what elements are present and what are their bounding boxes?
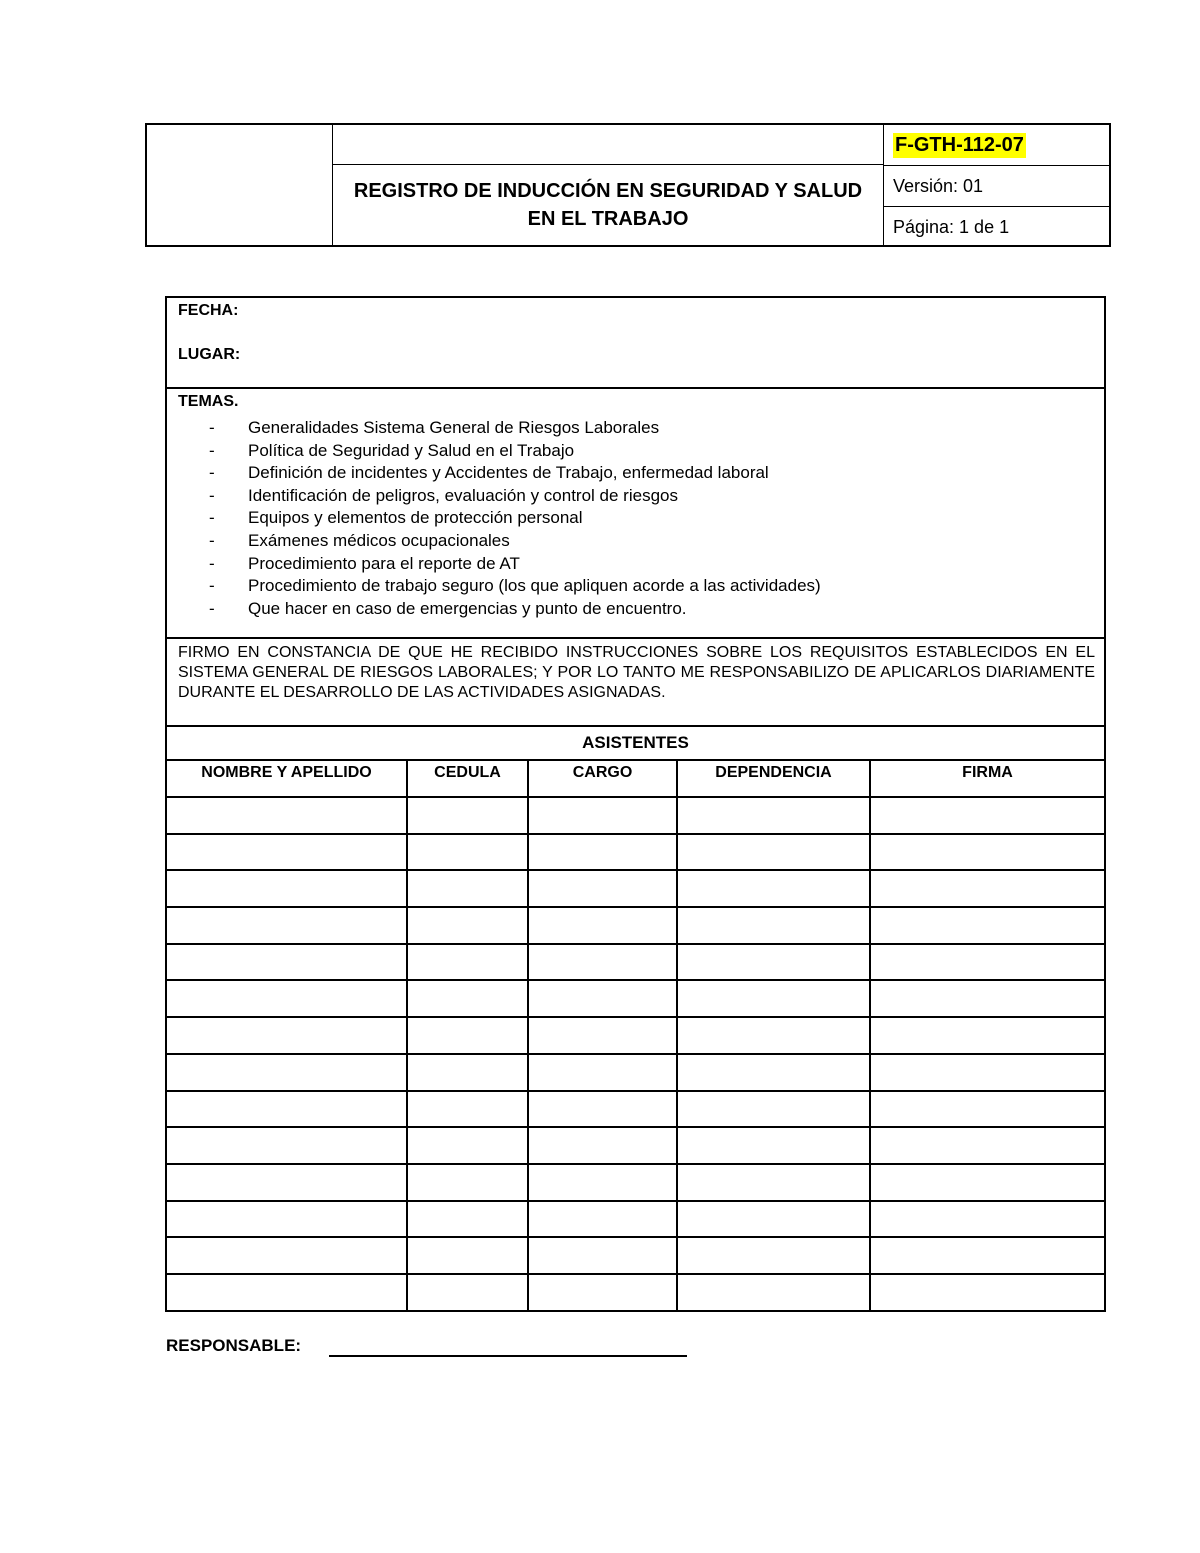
table-cell[interactable] — [167, 1274, 407, 1311]
list-dash-marker: - — [209, 463, 215, 483]
tema-text: Identificación de peligros, evaluación y control de riesgos — [248, 485, 678, 505]
list-dash-marker: - — [209, 530, 215, 550]
responsable-label: RESPONSABLE: — [166, 1336, 302, 1355]
table-cell[interactable] — [870, 1164, 1104, 1201]
table-cell[interactable] — [167, 834, 407, 871]
table-row — [167, 1164, 1104, 1201]
table-row — [167, 1201, 1104, 1238]
tema-item — [209, 530, 821, 553]
table-cell[interactable] — [677, 944, 870, 981]
table-cell[interactable] — [167, 1201, 407, 1238]
table-cell[interactable] — [407, 1091, 528, 1128]
list-dash-marker: - — [209, 576, 215, 596]
table-cell[interactable] — [407, 1017, 528, 1054]
table-cell[interactable] — [407, 870, 528, 907]
table-cell[interactable] — [407, 1201, 528, 1238]
table-cell[interactable] — [870, 797, 1104, 834]
table-cell[interactable] — [677, 1127, 870, 1164]
table-cell[interactable] — [167, 870, 407, 907]
firmo-statement: FIRMO EN CONSTANCIA DE QUE HE RECIBIDO INSTRUCCIONES SOBRE LOS REQUISITOS ESTABLECIDOS EN EL SISTEMA GENERAL DE RIESGOS LABORALES; Y POR LO TANTO ME RESPONSABILIZO DE APLICARLOS DIARIAMENTE DURANTE EL DESARROLLO DE LAS ACTIVIDADES ASIGNADAS. — [178, 644, 1095, 701]
table-row — [167, 870, 1104, 907]
tema-item — [209, 462, 821, 485]
table-cell[interactable] — [528, 1274, 677, 1311]
table-cell[interactable] — [407, 1237, 528, 1274]
document-header — [145, 123, 1111, 247]
column-header: NOMBRE Y APELLIDO — [167, 761, 407, 797]
tema-item — [209, 440, 821, 463]
header-title-cell — [333, 125, 884, 245]
table-cell[interactable] — [528, 870, 677, 907]
table-cell[interactable] — [407, 834, 528, 871]
logo-placeholder — [147, 125, 333, 245]
table-cell[interactable] — [528, 944, 677, 981]
document-page: Página: 1 de 1 — [893, 217, 1010, 237]
table-cell[interactable] — [407, 980, 528, 1017]
list-dash-marker: - — [209, 485, 215, 505]
document-title: REGISTRO DE INDUCCIÓN EN SEGURIDAD Y SALUD EN EL TRABAJO — [353, 180, 863, 230]
table-cell[interactable] — [407, 1127, 528, 1164]
table-cell[interactable] — [528, 797, 677, 834]
table-cell[interactable] — [677, 1164, 870, 1201]
list-dash-marker: - — [209, 508, 215, 528]
table-cell[interactable] — [407, 1054, 528, 1091]
table-cell[interactable] — [167, 797, 407, 834]
attendees-table — [167, 761, 1104, 1311]
table-cell[interactable] — [677, 834, 870, 871]
document-code-cell — [884, 125, 1111, 166]
table-cell[interactable] — [677, 1091, 870, 1128]
column-header: DEPENDENCIA — [677, 761, 870, 797]
table-cell[interactable] — [870, 944, 1104, 981]
table-row — [167, 907, 1104, 944]
table-cell[interactable] — [870, 870, 1104, 907]
list-dash-marker: - — [209, 440, 215, 460]
table-row — [167, 1054, 1104, 1091]
table-cell[interactable] — [407, 944, 528, 981]
table-cell[interactable] — [407, 1164, 528, 1201]
table-row — [167, 1017, 1104, 1054]
table-row — [167, 1274, 1104, 1311]
header-meta — [884, 125, 1111, 245]
table-cell[interactable] — [870, 1237, 1104, 1274]
tema-text: Generalidades Sistema General de Riesgos Laborales — [248, 418, 660, 437]
tema-text: Procedimiento para el reporte de AT — [248, 553, 520, 573]
table-cell[interactable] — [167, 1164, 407, 1201]
responsable-signature-line[interactable] — [329, 1355, 687, 1357]
tema-text: Procedimiento de trabajo seguro (los que apliquen acorde a las actividades) — [248, 576, 821, 596]
table-cell[interactable] — [677, 870, 870, 907]
column-header: CARGO — [528, 761, 677, 797]
temas-label: TEMAS. — [178, 393, 239, 410]
tema-item — [209, 598, 821, 621]
table-cell[interactable] — [677, 797, 870, 834]
table-cell[interactable] — [528, 1091, 677, 1128]
table-cell[interactable] — [677, 1274, 870, 1311]
table-row — [167, 797, 1104, 834]
table-cell[interactable] — [870, 907, 1104, 944]
table-cell[interactable] — [528, 1164, 677, 1201]
tema-item — [209, 485, 821, 508]
table-cell[interactable] — [870, 1091, 1104, 1128]
induction-form — [165, 296, 1106, 1312]
table-cell[interactable] — [407, 797, 528, 834]
tema-item — [209, 417, 821, 440]
document-version: Versión: 01 — [884, 166, 1111, 207]
attendees-body — [167, 797, 1104, 1311]
table-cell[interactable] — [677, 1017, 870, 1054]
column-header: CEDULA — [407, 761, 528, 797]
table-cell[interactable] — [677, 1201, 870, 1238]
table-cell[interactable] — [167, 944, 407, 981]
table-cell[interactable] — [167, 980, 407, 1017]
tema-text: Definición de incidentes y Accidentes de Trabajo, enfermedad laboral — [248, 463, 769, 483]
table-cell[interactable] — [407, 907, 528, 944]
table-row — [167, 1237, 1104, 1274]
table-cell[interactable] — [167, 1017, 407, 1054]
table-row — [167, 1091, 1104, 1128]
table-cell[interactable] — [870, 980, 1104, 1017]
tema-item — [209, 507, 821, 530]
table-cell[interactable] — [167, 907, 407, 944]
table-row — [167, 1127, 1104, 1164]
table-cell[interactable] — [870, 1274, 1104, 1311]
table-row — [167, 980, 1104, 1017]
tema-text: Exámenes médicos ocupacionales — [248, 530, 510, 550]
table-cell[interactable] — [528, 907, 677, 944]
table-cell[interactable] — [870, 834, 1104, 871]
table-cell[interactable] — [167, 1127, 407, 1164]
list-dash-marker: - — [209, 598, 215, 618]
table-cell[interactable] — [528, 980, 677, 1017]
table-cell[interactable] — [528, 1127, 677, 1164]
fecha-lugar-section — [167, 298, 1104, 389]
table-cell[interactable] — [528, 834, 677, 871]
header-top-strip — [333, 125, 883, 165]
table-cell[interactable] — [407, 1274, 528, 1311]
table-cell[interactable] — [870, 1017, 1104, 1054]
table-cell[interactable] — [528, 1054, 677, 1091]
table-cell[interactable] — [677, 980, 870, 1017]
list-dash-marker: - — [209, 418, 215, 437]
table-row — [167, 834, 1104, 871]
fecha-label: FECHA: — [178, 302, 239, 319]
table-cell[interactable] — [167, 1091, 407, 1128]
lugar-label: LUGAR: — [178, 346, 241, 363]
temas-section — [167, 389, 1104, 639]
table-cell[interactable] — [677, 1237, 870, 1274]
tema-text: Que hacer en caso de emergencias y punto de encuentro. — [248, 598, 687, 618]
list-dash-marker: - — [209, 553, 215, 573]
table-cell[interactable] — [870, 1054, 1104, 1091]
table-cell[interactable] — [677, 907, 870, 944]
tema-text: Equipos y elementos de protección personal — [248, 508, 583, 528]
table-cell[interactable] — [528, 1237, 677, 1274]
table-cell[interactable] — [677, 1054, 870, 1091]
firmo-section — [167, 639, 1104, 727]
table-cell[interactable] — [167, 1237, 407, 1274]
attendees-header-row — [167, 761, 1104, 797]
tema-item — [209, 553, 821, 576]
temas-list — [209, 417, 821, 620]
table-cell[interactable] — [870, 1127, 1104, 1164]
document-code: F-GTH-112-07 — [895, 133, 1024, 156]
tema-item — [209, 575, 821, 598]
table-row — [167, 944, 1104, 981]
table-cell[interactable] — [167, 1054, 407, 1091]
table-cell[interactable] — [870, 1201, 1104, 1238]
table-cell[interactable] — [528, 1017, 677, 1054]
table-cell[interactable] — [528, 1201, 677, 1238]
column-header: FIRMA — [870, 761, 1104, 797]
asistentes-heading: ASISTENTES — [167, 727, 1104, 761]
tema-text: Política de Seguridad y Salud en el Trabajo — [248, 440, 575, 460]
